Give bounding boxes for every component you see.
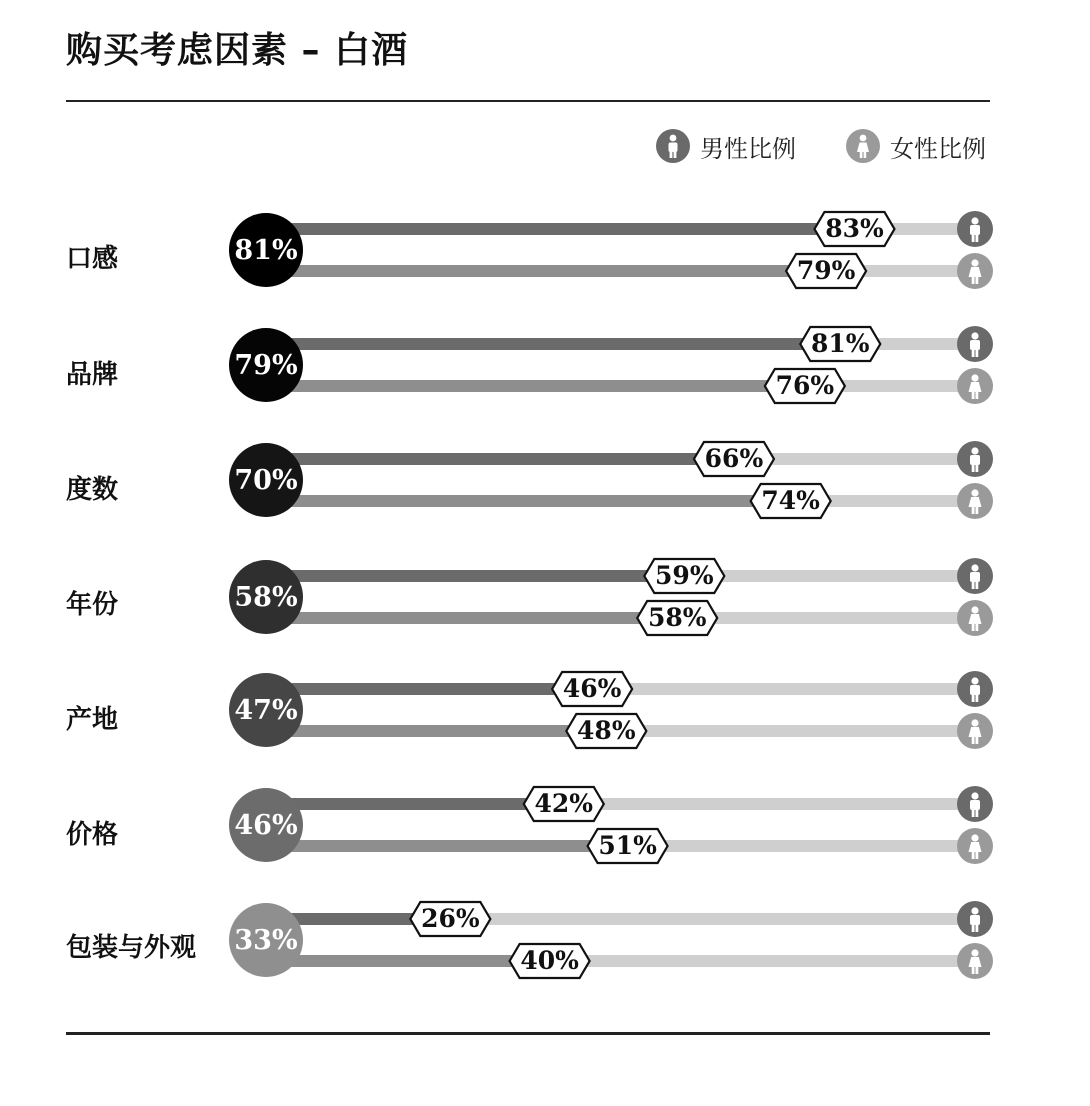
- legend-label-male: 男性比例: [700, 134, 796, 163]
- overall-value-label: 46%: [234, 810, 298, 841]
- overall-value-label: 47%: [234, 695, 298, 726]
- value-label: 42%: [534, 789, 594, 818]
- male-person-icon: [957, 441, 993, 477]
- male-person-icon: [957, 786, 993, 822]
- value-label: 51%: [598, 831, 657, 860]
- bottom-rule: [66, 1032, 990, 1035]
- bar: [266, 955, 550, 967]
- value-label: 59%: [655, 561, 714, 590]
- category-label: 包装与外观: [66, 933, 197, 963]
- bar: [266, 570, 684, 582]
- female-person-icon: [957, 600, 993, 636]
- male-person-icon: [957, 326, 993, 362]
- value-label: 83%: [825, 214, 884, 243]
- category-label: 产地: [66, 705, 119, 735]
- value-label: 74%: [761, 486, 820, 515]
- value-label: 40%: [520, 946, 579, 975]
- male-person-icon: [957, 558, 993, 594]
- female-person-icon: [957, 483, 993, 519]
- overall-value-label: 33%: [234, 925, 298, 956]
- value-label: 76%: [775, 371, 835, 400]
- chart-title: 购买考虑因素 – 白酒: [66, 30, 409, 71]
- value-label: 66%: [704, 444, 764, 473]
- bar: [266, 223, 854, 235]
- value-label: 79%: [796, 256, 856, 285]
- legend-label-female: 女性比例: [890, 134, 986, 163]
- bar: [266, 453, 734, 465]
- overall-value-label: 79%: [234, 350, 298, 381]
- bar: [266, 612, 677, 624]
- bar: [266, 683, 592, 695]
- overall-value-label: 81%: [234, 235, 298, 266]
- male-person-icon: [957, 671, 993, 707]
- male-person-icon: [957, 901, 993, 937]
- value-label: 81%: [811, 329, 870, 358]
- female-person-icon: [957, 828, 993, 864]
- category-label: 度数: [66, 475, 119, 505]
- category-label: 年份: [66, 590, 119, 620]
- category-label: 口感: [66, 244, 119, 274]
- value-label: 48%: [577, 716, 636, 745]
- bar: [266, 725, 606, 737]
- value-label: 26%: [421, 904, 480, 933]
- female-person-icon: [957, 943, 993, 979]
- bar: [266, 840, 628, 852]
- overall-value-label: 58%: [234, 582, 298, 613]
- bar: [266, 798, 564, 810]
- bar: [266, 338, 840, 350]
- female-person-icon: [957, 253, 993, 289]
- overall-value-label: 70%: [234, 465, 298, 496]
- female-person-icon: [957, 713, 993, 749]
- bar: [266, 495, 791, 507]
- category-label: 价格: [66, 820, 119, 850]
- bar: [266, 265, 826, 277]
- female-person-icon: [957, 368, 993, 404]
- value-label: 58%: [647, 603, 707, 632]
- bar: [266, 380, 805, 392]
- male-person-icon: [957, 211, 993, 247]
- value-label: 46%: [562, 674, 622, 703]
- category-label: 品牌: [66, 360, 119, 390]
